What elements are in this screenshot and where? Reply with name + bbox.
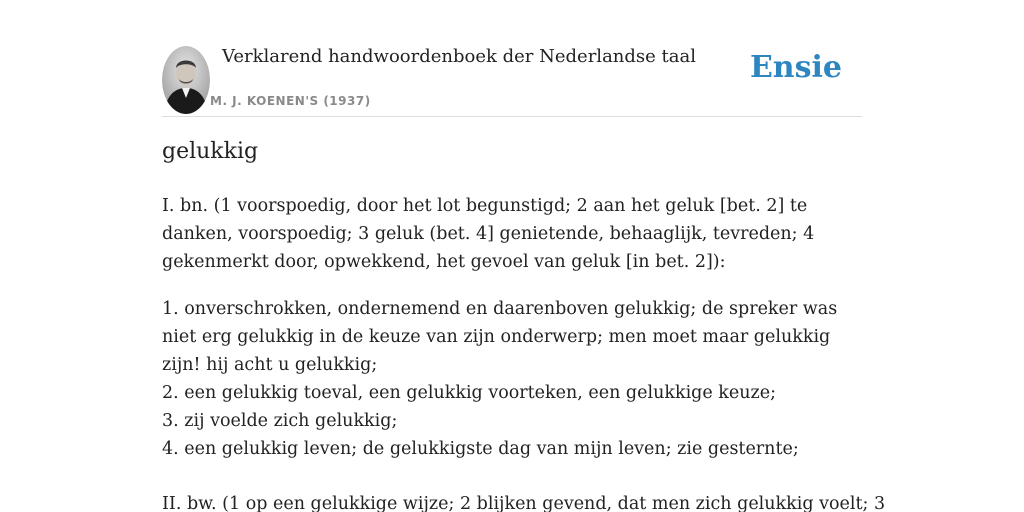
dictionary-author: M. J. KOENEN'S (1937) (210, 94, 371, 108)
entry-headword: gelukkig (162, 139, 259, 164)
author-portrait-icon (162, 46, 210, 114)
example-item: 3. zij voelde zich gelukkig; (162, 411, 398, 431)
dictionary-title: Verklarend handwoordenboek der Nederlandse taal (222, 46, 696, 67)
example-item: 2. een gelukkig toeval, een gelukkig voorteken, een gelukkige keuze; (162, 383, 776, 403)
ensie-logo-link[interactable]: Ensie (749, 50, 842, 85)
example-item: 1. onverschrokken, ondernemend en daarenboven gelukkig; de spreker was niet erg gelukkig in de keuze van zijn onderwerp; men moet maar gelukkig zijn! hij acht u gelukkig; (162, 299, 838, 375)
example-item: 4. een gelukkig leven; de gelukkigste dag van mijn leven; zie gesternte; (162, 439, 799, 459)
example-list (162, 295, 867, 463)
definition-adjective: I. bn. (1 voorspoedig, door het lot begunstigd; 2 aan het geluk [bet. 2] te danken, voorspoedig; 3 geluk (bet. 4] genietende, behaaglijk, tevreden; 4 gekenmerkt door, opwekkend, het gevoel van geluk [in bet. 2]): (162, 196, 815, 272)
definition-adverb: II. bw. (1 op een gelukkige wijze; 2 blijken gevend, dat men zich gelukkig voelt; 3 (162, 494, 886, 512)
header (162, 40, 862, 117)
